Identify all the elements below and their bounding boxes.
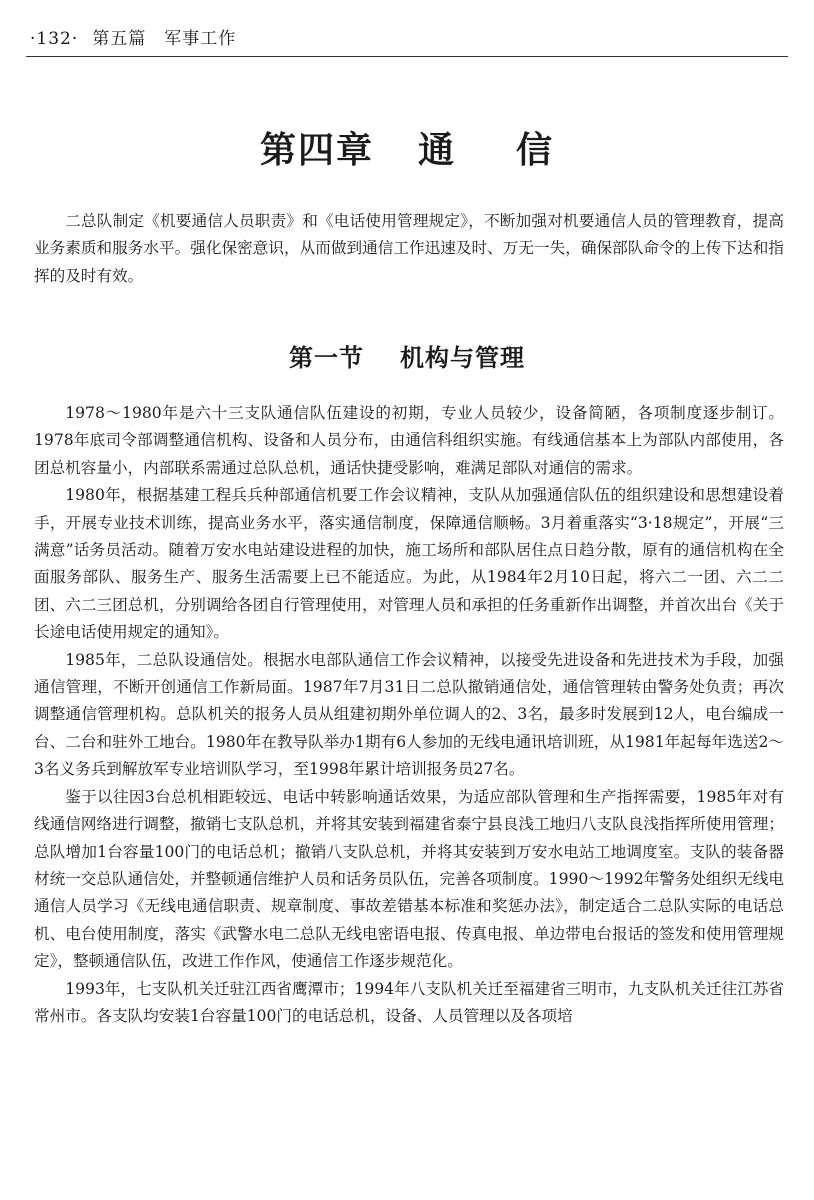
section-label: 第一节 <box>289 344 364 372</box>
header-rule <box>26 56 788 57</box>
intro-paragraph: 二总队制定《机要通信人员职责》和《电话使用管理规定》，不断加强对机要通信人员的管理教育，提高业务素质和服务水平。强化保密意识，从而做到通信工作迅速及时、万无一失，确保部队命令的上传下达和指挥的及时有效。 <box>34 212 784 285</box>
chapter-intro <box>34 208 784 290</box>
part-title: 军事工作 <box>164 29 237 49</box>
body-paragraph: 1978～1980年是六十三支队通信队伍建设的初期，专业人员较少，设备简陋，各项制度逐步制订。1978年底司令部调整通信机构、设备和人员分布，由通信科组织实施。有线通信基本上为部队内部使用，各团总机容量小，内部联系需通过总队总机，通话快捷受影响，难满足部队对通信的需求。 <box>34 404 784 477</box>
body-paragraph: 1993年，七支队机关迁驻江西省鹰潭市；1994年八支队机关迁至福建省三明市，九支队机关迁往江苏省常州市。各支队均安装1台容量100门的电话总机，设备、人员管理以及各项培 <box>34 979 784 1025</box>
page-number: ·132· <box>30 29 79 49</box>
section-title-text: 机构与管理 <box>400 344 525 372</box>
chapter-label: 第四章 <box>259 130 374 171</box>
chapter-title-char-2: 信 <box>516 130 555 171</box>
body-paragraph: 鉴于以往因3台总机相距较远、电话中转影响通话效果，为适应部队管理和生产指挥需要，1985年对有线通信网络进行调整，撤销七支队总机，并将其安装到福建省泰宁县良浅工地归八支队良浅指挥所使用管理；总队增加1台容量100门的电话总机；撤销八支队总机，并将其安装到万安水电站工地调度室。支队的装备器材统一交总队通信处，并整顿通信维护人员和话务员队伍，完善各项制度。1990～1992年警务处组织无线电通信人员学习《无线电通信职责、规章制度、事故差错基本标准和奖惩办法》，制定适合二总队实际的电话总机、电台使用制度，落实《武警水电二总队无线电密语电报、传真电报、单边带电台报话的签发和使用管理规定》，整顿通信队伍，改进工作作风，使通信工作逐步规范化。 <box>34 787 784 971</box>
section-body <box>34 400 784 1030</box>
body-paragraph: 1985年，二总队设通信处。根据水电部队通信工作会议精神，以接受先进设备和先进技术为手段，加强通信管理，不断开创通信工作新局面。1987年7月31日二总队撤销通信处，通信管理转由警务处负责；再次调整通信管理机构。总队机关的报务人员从组建初期外单位调人的2、3名，最多时发展到12人，电台编成一台、二台和驻外工地台。1980年在教导队举办1期有6人参加的无线电通讯培训班，从1981年起每年选送2～3名义务兵到解放军专业培训队学习，至1998年累计培训报务员27名。 <box>34 650 784 779</box>
running-header <box>30 24 236 49</box>
chapter-title-char-1: 通 <box>417 130 456 171</box>
section-title <box>0 338 814 373</box>
part-label: 第五篇 <box>92 29 147 49</box>
chapter-title <box>0 122 814 173</box>
body-paragraph: 1980年，根据基建工程兵兵种部通信机要工作会议精神，支队从加强通信队伍的组织建设和思想建设着手，开展专业技术训练，提高业务水平，落实通信制度，保障通信顺畅。3月着重落实“3·18规定”，开展“三满意”话务员活动。随着万安水电站建设进程的加快，施工场所和部队居住点日趋分散，原有的通信机构在全面服务部队、服务生产、服务生活需要上已不能适应。为此，从1984年2月10日起，将六二一团、六二二团、六二三团总机，分别调给各团自行管理使用，对管理人员和承担的任务重新作出调整，并首次出台《关于长途电话使用规定的通知》。 <box>34 486 784 642</box>
